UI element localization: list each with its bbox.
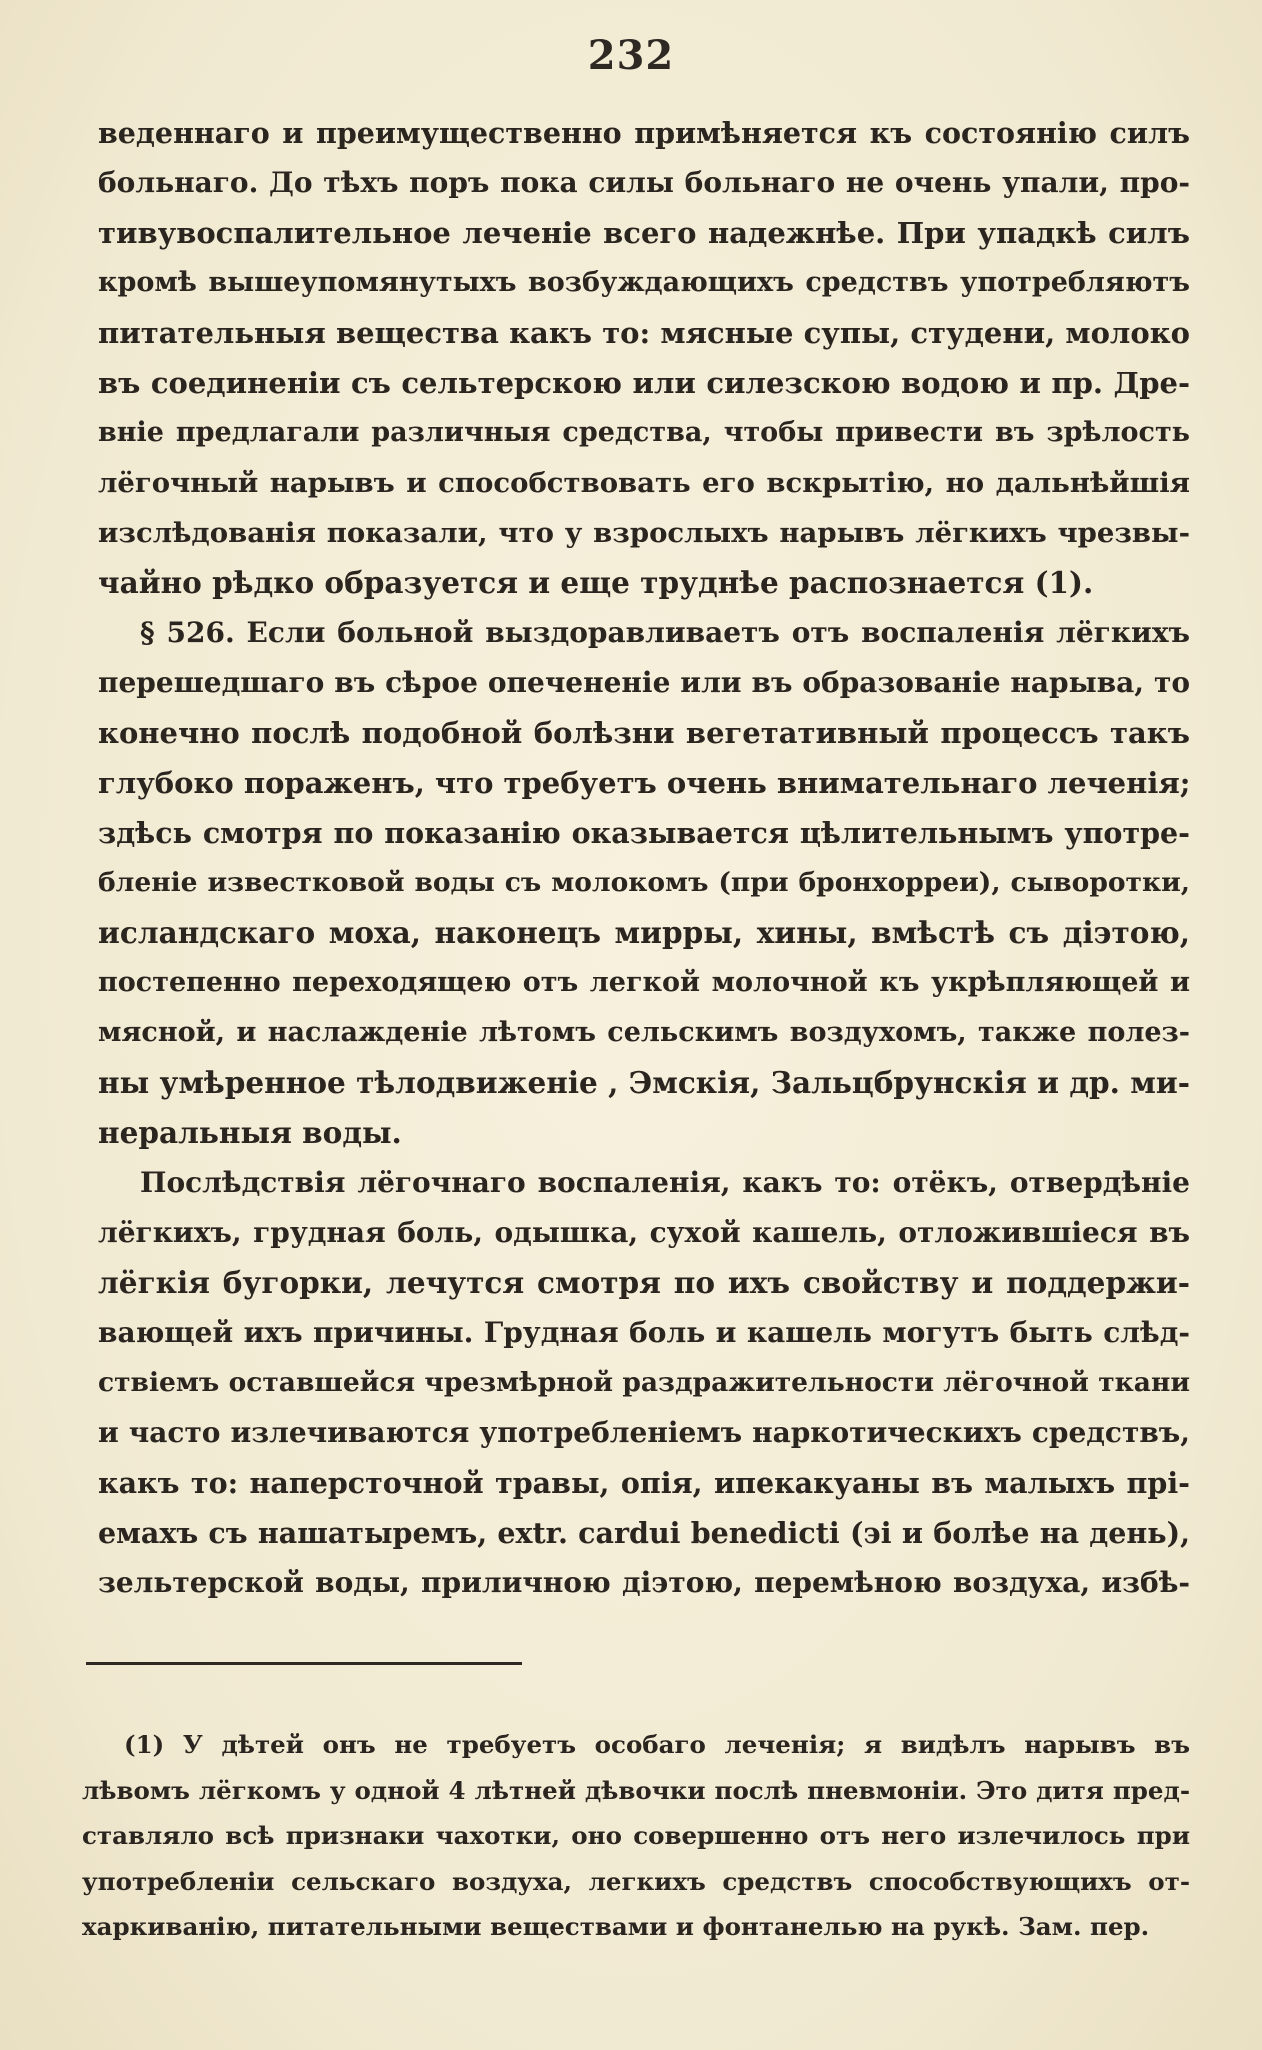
text-line: ствіемъ оставшейся чрезмѣрной раздражительности лёгочной ткани	[98, 1367, 1190, 1398]
footnote-line: (1) У дѣтей онъ не требуетъ особаго леченія; я видѣлъ нарывъ въ	[124, 1730, 1190, 1759]
text-line: емахъ съ нашатыремъ, extr. cardui benedicti (эі и болѣе на день),	[98, 1516, 1190, 1550]
text-line: постепенно переходящею отъ легкой молочной къ укрѣпляющей и	[98, 967, 1190, 998]
text-line: неральныя воды.	[98, 1115, 402, 1150]
footnote-line: харкиванію, питательными веществами и фонтанелью на рукѣ. Зам. пер.	[82, 1912, 1150, 1941]
text-line: какъ то: наперсточной травы, опія, ипекакуаны въ малыхъ прі-	[98, 1466, 1190, 1500]
text-line: въ соединеніи съ сельтерскою или силезскою водою и пр. Дре-	[98, 366, 1190, 400]
footnote-divider	[86, 1662, 522, 1665]
text-line: лёгкихъ, грудная боль, одышка, сухой кашель, отложившіеся въ	[98, 1216, 1190, 1249]
section-heading-line: § 526. Если больной выздоравливаетъ отъ воспаленія лёгкихъ	[140, 616, 1190, 649]
text-line: мясной, и наслажденіе лѣтомъ сельскимъ воздухомъ, также полез-	[98, 1017, 1190, 1048]
text-line: глубоко пораженъ, что требуетъ очень внимательнаго леченія;	[98, 766, 1190, 800]
text-line: здѣсь смотря по показанію оказывается цѣлительнымъ употре-	[98, 816, 1190, 850]
paragraph-start-line: Послѣдствія лёгочнаго воспаленія, какъ то: отёкъ, отвердѣніе	[140, 1166, 1190, 1199]
text-line: кромѣ вышеупомянутыхъ возбуждающихъ средствъ употребляютъ	[98, 267, 1190, 298]
text-line: конечно послѣ подобной болѣзни вегетативный процессъ такъ	[98, 716, 1190, 750]
footnote	[82, 1722, 1190, 1950]
footnote-line: ставляло всѣ признаки чахотки, оно совершенно отъ него излечилось при	[82, 1821, 1190, 1850]
text-line: веденнаго и преимущественно примѣняется къ состоянію силъ	[98, 116, 1190, 150]
text-line: вающей ихъ причины. Грудная боль и кашель могутъ быть слѣд-	[98, 1316, 1190, 1349]
text-line: исландскаго моха, наконецъ мирры, хины, вмѣстѣ съ діэтою,	[98, 915, 1190, 950]
text-line: и часто излечиваются употребленіемъ наркотическихъ средствъ,	[98, 1416, 1190, 1449]
text-line: зельтерской воды, приличною діэтою, перемѣною воздуха, избѣ-	[98, 1566, 1190, 1599]
text-line: питательныя вещества какъ то: мясные супы, студени, молоко	[98, 316, 1190, 350]
footnote-line: лѣвомъ лёгкомъ у одной 4 лѣтней дѣвочки послѣ пневмоніи. Это дитя пред-	[82, 1775, 1190, 1805]
text-line: тивувоспалительное леченіе всего надежнѣе. При упадкѣ силъ	[98, 216, 1190, 250]
text-line: лёгочный нарывъ и способствовать его вскрытію, но дальнѣйшія	[98, 467, 1190, 499]
text-line: больнаго. До тѣхъ поръ пока силы больнаго не очень упали, про-	[98, 166, 1190, 199]
text-line: изслѣдованія показали, что у взрослыхъ нарывъ лёгкихъ чрезвы-	[98, 517, 1190, 549]
page-number: 232	[587, 32, 675, 79]
text-line: перешедшаго въ сѣрое опечененіе или въ образованіе нарыва, то	[98, 666, 1190, 699]
main-text	[98, 108, 1190, 1608]
text-line: бленіе известковой воды съ молокомъ (при бронхорреи), сыворотки,	[98, 867, 1190, 898]
footnote-line: употребленіи сельскаго воздуха, легкихъ средствъ способствующихъ от-	[82, 1866, 1190, 1896]
text-line: чайно рѣдко образуется и еще труднѣе распознается (1).	[98, 565, 1094, 600]
text-line: вніе предлагали различныя средства, чтобы привести въ зрѣлость	[98, 417, 1190, 448]
text-line: ны умѣренное тѣлодвиженіе , Эмскія, Зальцбрунскія и др. ми-	[98, 1065, 1190, 1100]
text-line: лёгкія бугорки, лечутся смотря по ихъ свойству и поддержи-	[98, 1265, 1190, 1300]
